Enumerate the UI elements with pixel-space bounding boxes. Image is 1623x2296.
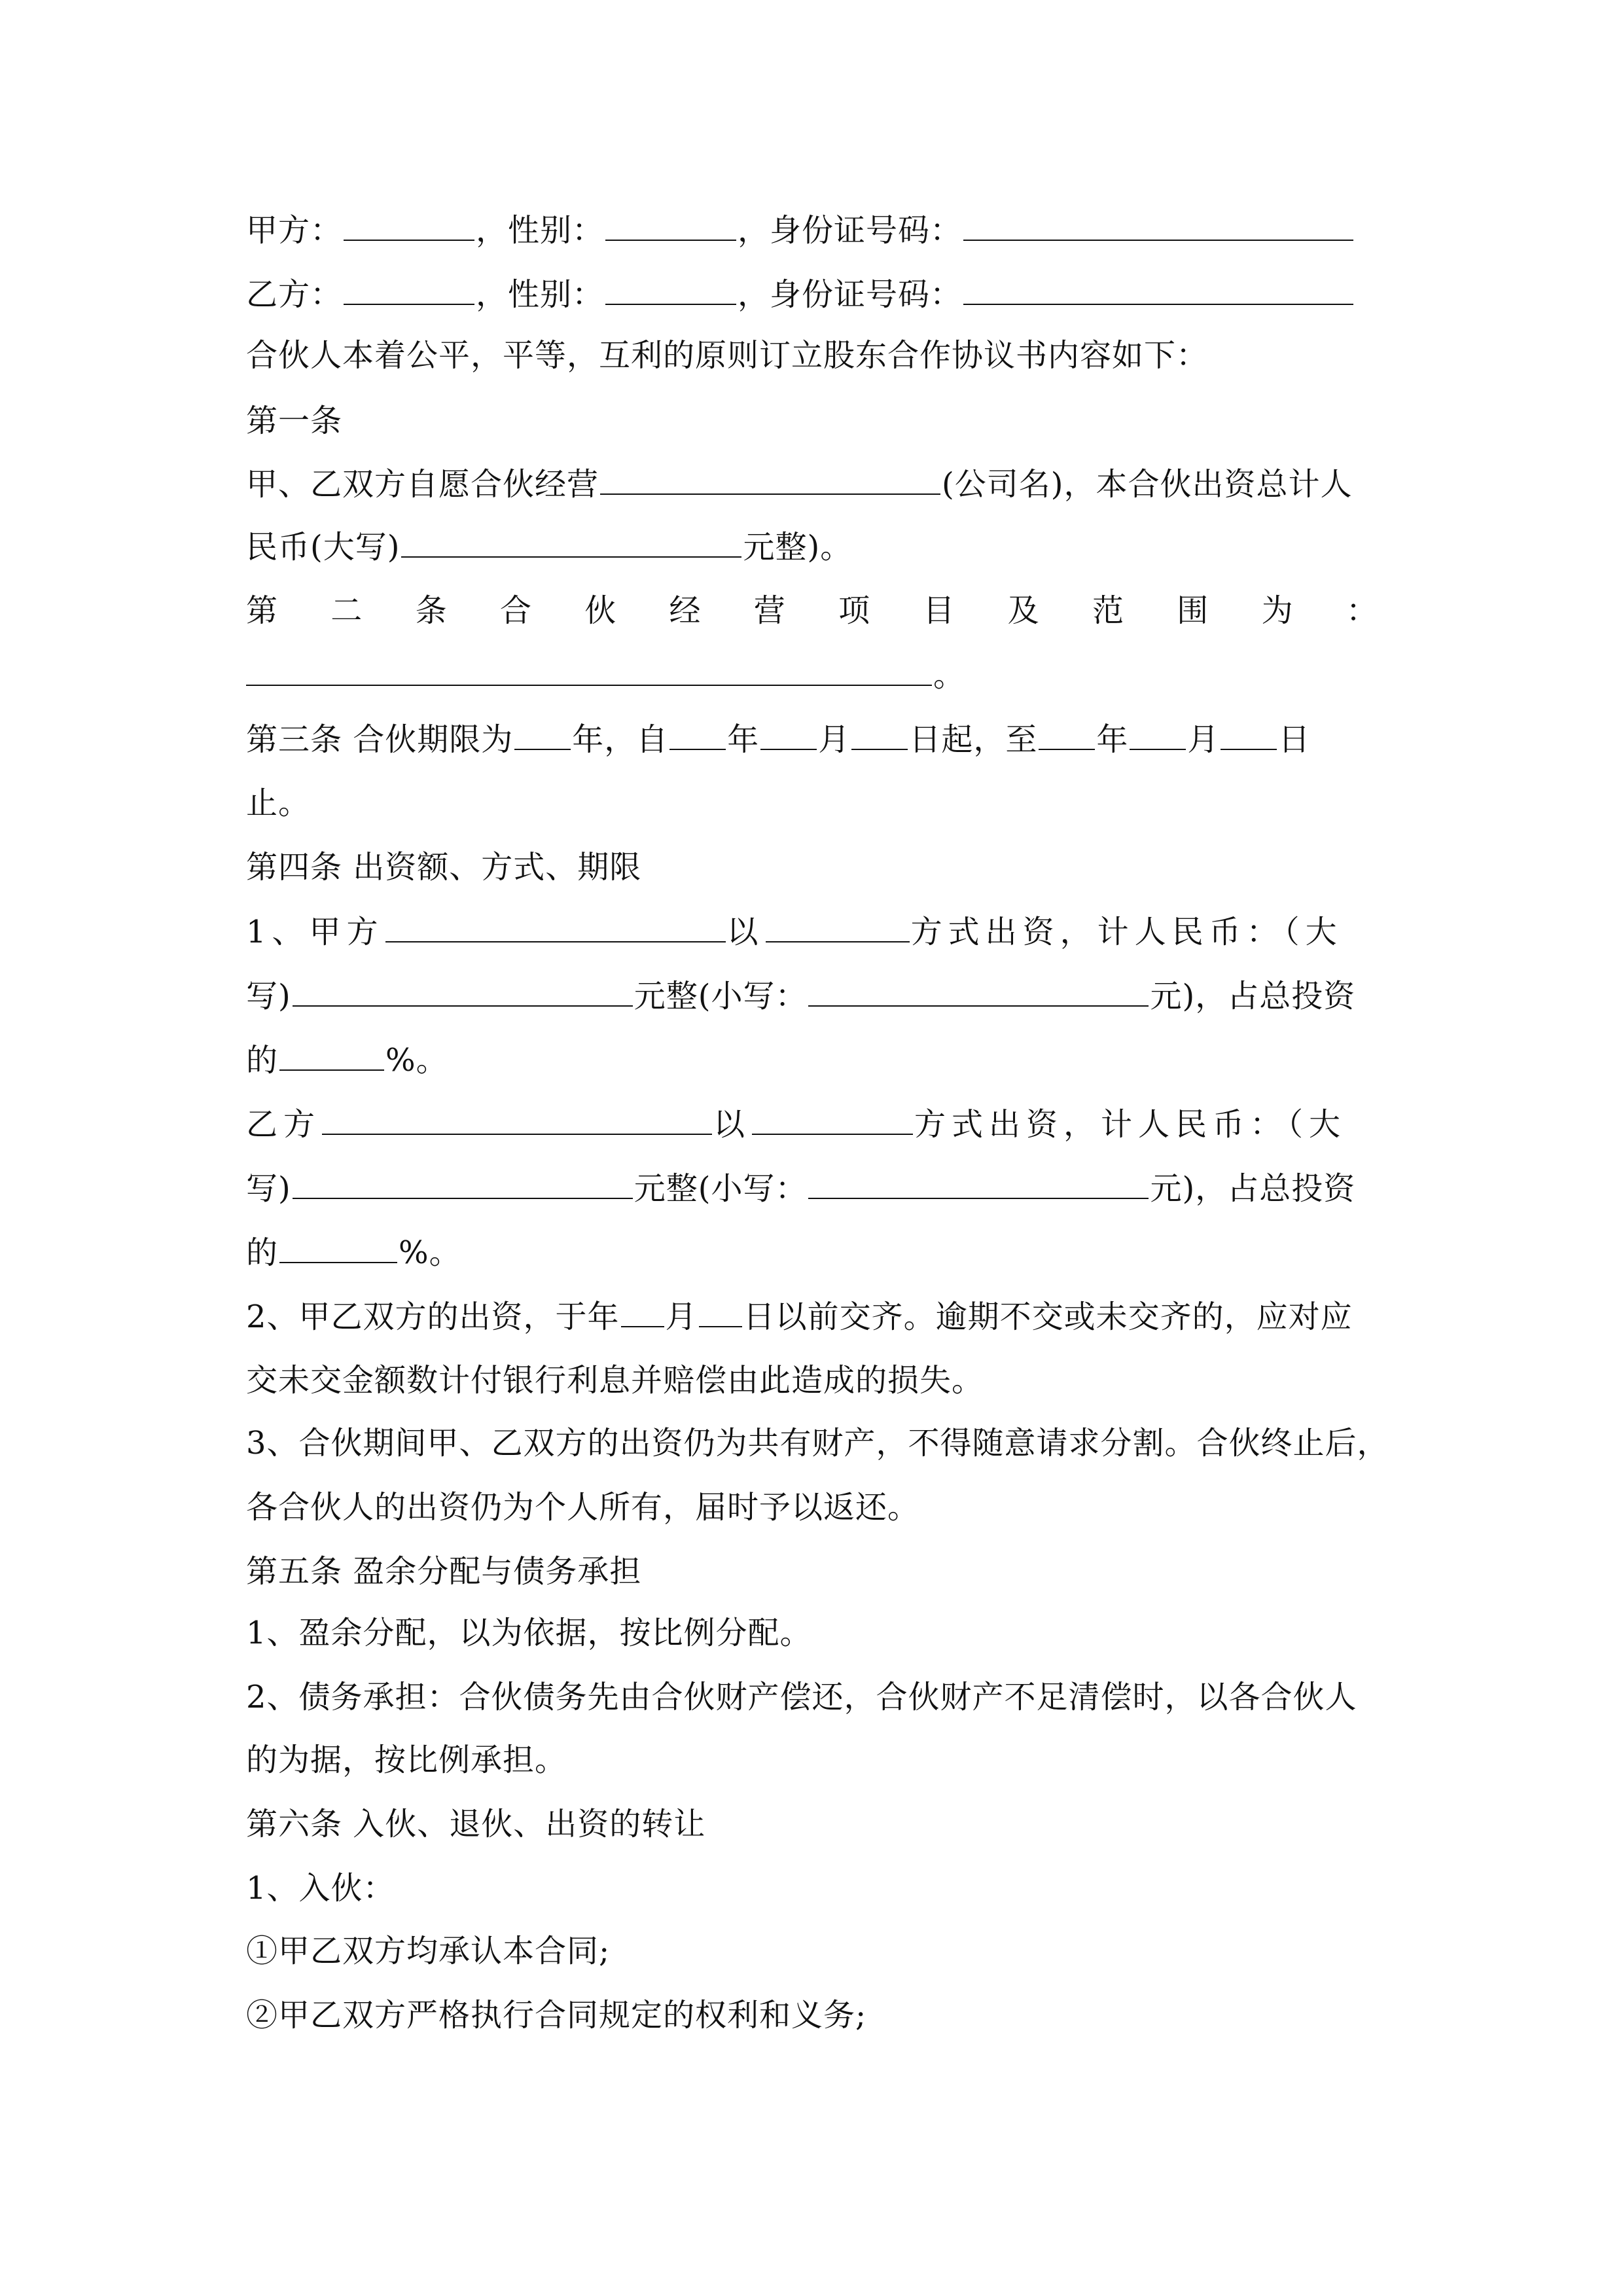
article2-heading [246,588,1378,634]
article1-line1 [246,461,1378,507]
article5-p3: 的为据，按比例承担。 [246,1742,567,1778]
party-a-contribution-blank [385,908,726,942]
start-month-blank [760,716,817,750]
article2-char: 伙 [584,592,617,629]
article4-q3-a: 的 [246,1234,279,1271]
end-day-blank [1221,716,1277,750]
start-year-blank [669,716,726,750]
business-scope-blank [246,652,932,686]
article4-item2-line2 [246,1357,1378,1403]
article2-char: 目 [923,592,955,629]
article5-item2-line2 [246,1737,1378,1783]
total-capital-blank [401,524,741,558]
article4-r2: 交未交金额数计付银行利息并赔偿由此造成的损失。 [246,1362,984,1399]
article6-p2: ①甲乙双方均承认本合同; [246,1933,611,1969]
party-a-method-blank [766,908,910,942]
article1-text-d: 元整)。 [743,529,853,565]
article4-p2-c: 元)，占总投资 [1150,978,1356,1014]
party-b-label: 乙方： [246,276,343,313]
article3-text-c: 年 [727,721,760,758]
party-a-name-blank [344,207,474,241]
article1-text-b: (公司名)，本合伙出资总计人 [942,466,1353,503]
article2-char: 二 [330,592,363,629]
party-b-gender-label: ，性别： [476,276,605,313]
article4-q2-b: 元整(小写： [633,1170,808,1207]
article3-text-f: 年 [1096,721,1129,758]
article6-heading [246,1801,1378,1847]
article3-text-e: 日起，至 [909,721,1038,758]
article5-item1 [246,1610,1378,1656]
article4-item3-line2 [246,1484,1378,1530]
article2-char: 合 [499,592,532,629]
party-a-gender-blank [605,207,736,241]
party-b-amount-figures-blank [808,1165,1149,1199]
party-b-contribution-blank [322,1101,712,1135]
party-a-id-blank [963,207,1353,241]
article6-heading-text: 第六条 入伙、退伙、出资的转让 [246,1806,706,1842]
article1-text-c: 民币(大写) [246,529,401,565]
article3-line1 [246,716,1378,762]
article4-p3-b: %。 [385,1042,448,1079]
article4-party-b-line3 [246,1229,1378,1275]
article1-heading-text: 第一条 [246,403,343,439]
article4-q1-b: 以 [713,1106,751,1143]
end-year-blank [1039,716,1095,750]
article4-s1: 3、合伙期间甲、乙双方的出资仍为共有财产，不得随意请求分割。合伙终止后， [246,1425,1389,1462]
article5-heading-text: 第五条 盈余分配与债务承担 [246,1553,642,1590]
article3-end: 止。 [246,785,311,821]
article2-char: 为 [1261,592,1294,629]
article2-char: ： [1346,592,1378,629]
article4-q1-a: 乙方 [246,1106,321,1143]
article4-heading-text: 第四条 出资额、方式、期限 [246,849,642,886]
article2-char: 及 [1007,592,1040,629]
party-a-line [246,207,1378,253]
article2-end: 。 [933,657,966,694]
article6-item1-clause1 [246,1928,1378,1974]
party-b-amount-words-blank [293,1165,633,1199]
article1-text-a: 甲、乙双方自愿合伙经营 [246,466,599,503]
start-day-blank [851,716,908,750]
article4-q3-b: %。 [399,1234,461,1271]
article2-char: 第 [246,592,279,629]
article4-heading [246,844,1378,890]
article3-text-a: 第三条 合伙期限为 [246,721,514,758]
article2-char: 条 [415,592,448,629]
intro-line [246,332,1378,378]
article5-p2: 2、债务承担：合伙债务先由合伙财产偿还，合伙财产不足清偿时，以各合伙人 [246,1679,1357,1715]
article4-party-b-line2 [246,1165,1378,1211]
article3-text-g: 月 [1187,721,1220,758]
article4-r1-a: 2、甲乙双方的出资，于年 [246,1299,620,1335]
article4-item2-line1 [246,1293,1378,1339]
article4-party-a-line1 [246,908,1378,954]
article2-char: 项 [838,592,871,629]
article4-p2-a: 写) [246,978,291,1014]
article3-line2 [246,780,1378,826]
party-a-gender-label: ，性别： [476,212,605,249]
article3-text-b: 年，自 [572,721,669,758]
article4-p1-a: 1、甲方 [246,914,384,950]
article4-party-a-line3 [246,1037,1378,1083]
article6-item1 [246,1865,1378,1911]
party-b-id-blank [963,271,1353,305]
article6-p3: ②甲乙双方严格执行合同规定的权利和义务; [246,1997,867,2034]
party-b-name-blank [344,271,474,305]
party-a-amount-words-blank [293,973,633,1007]
intro-text: 合伙人本着公平，平等，互利的原则订立股东合作协议书内容如下： [246,337,1209,374]
party-a-amount-figures-blank [808,973,1149,1007]
end-month-blank [1130,716,1186,750]
article2-scope-line [246,652,1378,698]
article4-p2-b: 元整(小写： [633,978,808,1014]
article4-q1-c: 方式出资，计人民币：（大 [914,1106,1347,1143]
party-b-percent-blank [279,1229,397,1263]
deadline-month-blank [621,1293,664,1327]
party-a-id-label: ，身份证号码： [738,212,963,249]
article6-item1-clause2 [246,1992,1378,2038]
article5-heading [246,1549,1378,1594]
article4-item3-line1 [246,1420,1389,1466]
article4-r1-c: 日以前交齐。逾期不交或未交齐的，应对应 [743,1299,1353,1335]
article4-p1-c: 方式出资，计人民币：（大 [910,914,1343,950]
article4-p3-a: 的 [246,1042,279,1079]
deadline-day-blank [699,1293,742,1327]
term-years-blank [514,716,571,750]
article4-party-a-line2 [246,973,1378,1018]
party-b-gender-blank [605,271,736,305]
article2-char: 营 [753,592,786,629]
article5-p1: 1、盈余分配，以为依据，按比例分配。 [246,1615,812,1651]
article4-q2-c: 元)，占总投资 [1150,1170,1356,1207]
article1-line2 [246,524,1378,569]
article5-item2-line1 [246,1674,1378,1720]
article4-p1-b: 以 [726,914,764,950]
article2-char: 范 [1092,592,1124,629]
party-b-line [246,271,1378,317]
article4-q2-a: 写) [246,1170,291,1207]
party-a-label: 甲方： [246,212,343,249]
company-name-blank [600,461,940,495]
article6-p1: 1、入伙： [246,1870,395,1907]
article4-r1-b: 月 [665,1299,698,1335]
article4-party-b-line1 [246,1101,1378,1147]
party-b-id-label: ，身份证号码： [738,276,963,313]
article3-text-d: 月 [818,721,851,758]
article2-char: 围 [1177,592,1209,629]
article4-s2: 各合伙人的出资仍为个人所有，届时予以返还。 [246,1489,920,1526]
party-b-method-blank [752,1101,913,1135]
party-a-percent-blank [279,1037,384,1071]
article3-text-h: 日 [1278,721,1311,758]
article1-heading [246,398,1378,444]
article2-char: 经 [669,592,702,629]
